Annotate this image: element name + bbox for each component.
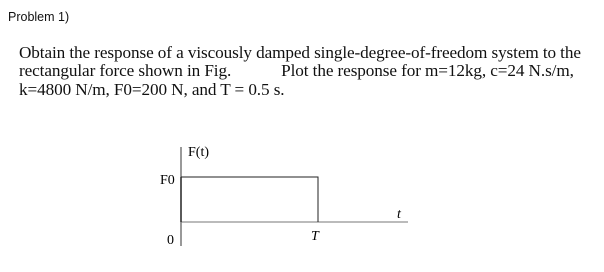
time-axis-label: t <box>397 207 401 222</box>
origin-label: 0 <box>167 233 174 248</box>
statement-line-3: k=4800 N/m, F0=200 N, and T = 0.5 s. <box>19 79 285 99</box>
rectangular-pulse <box>181 177 318 222</box>
statement-line-2-part-1: rectangular force shown in Fig. <box>19 61 232 81</box>
duration-label: T <box>311 229 319 244</box>
y-axis-label: F(t) <box>188 145 209 160</box>
problem-title: Problem 1) <box>8 10 70 24</box>
force-magnitude-label: F0 <box>160 173 175 188</box>
statement-line-2-part-2: Plot the response for m=12kg, c=24 N.s/m, <box>281 61 574 81</box>
statement-line-1: Obtain the response of a viscously damped single-degree-of-freedom system to the <box>19 43 581 62</box>
